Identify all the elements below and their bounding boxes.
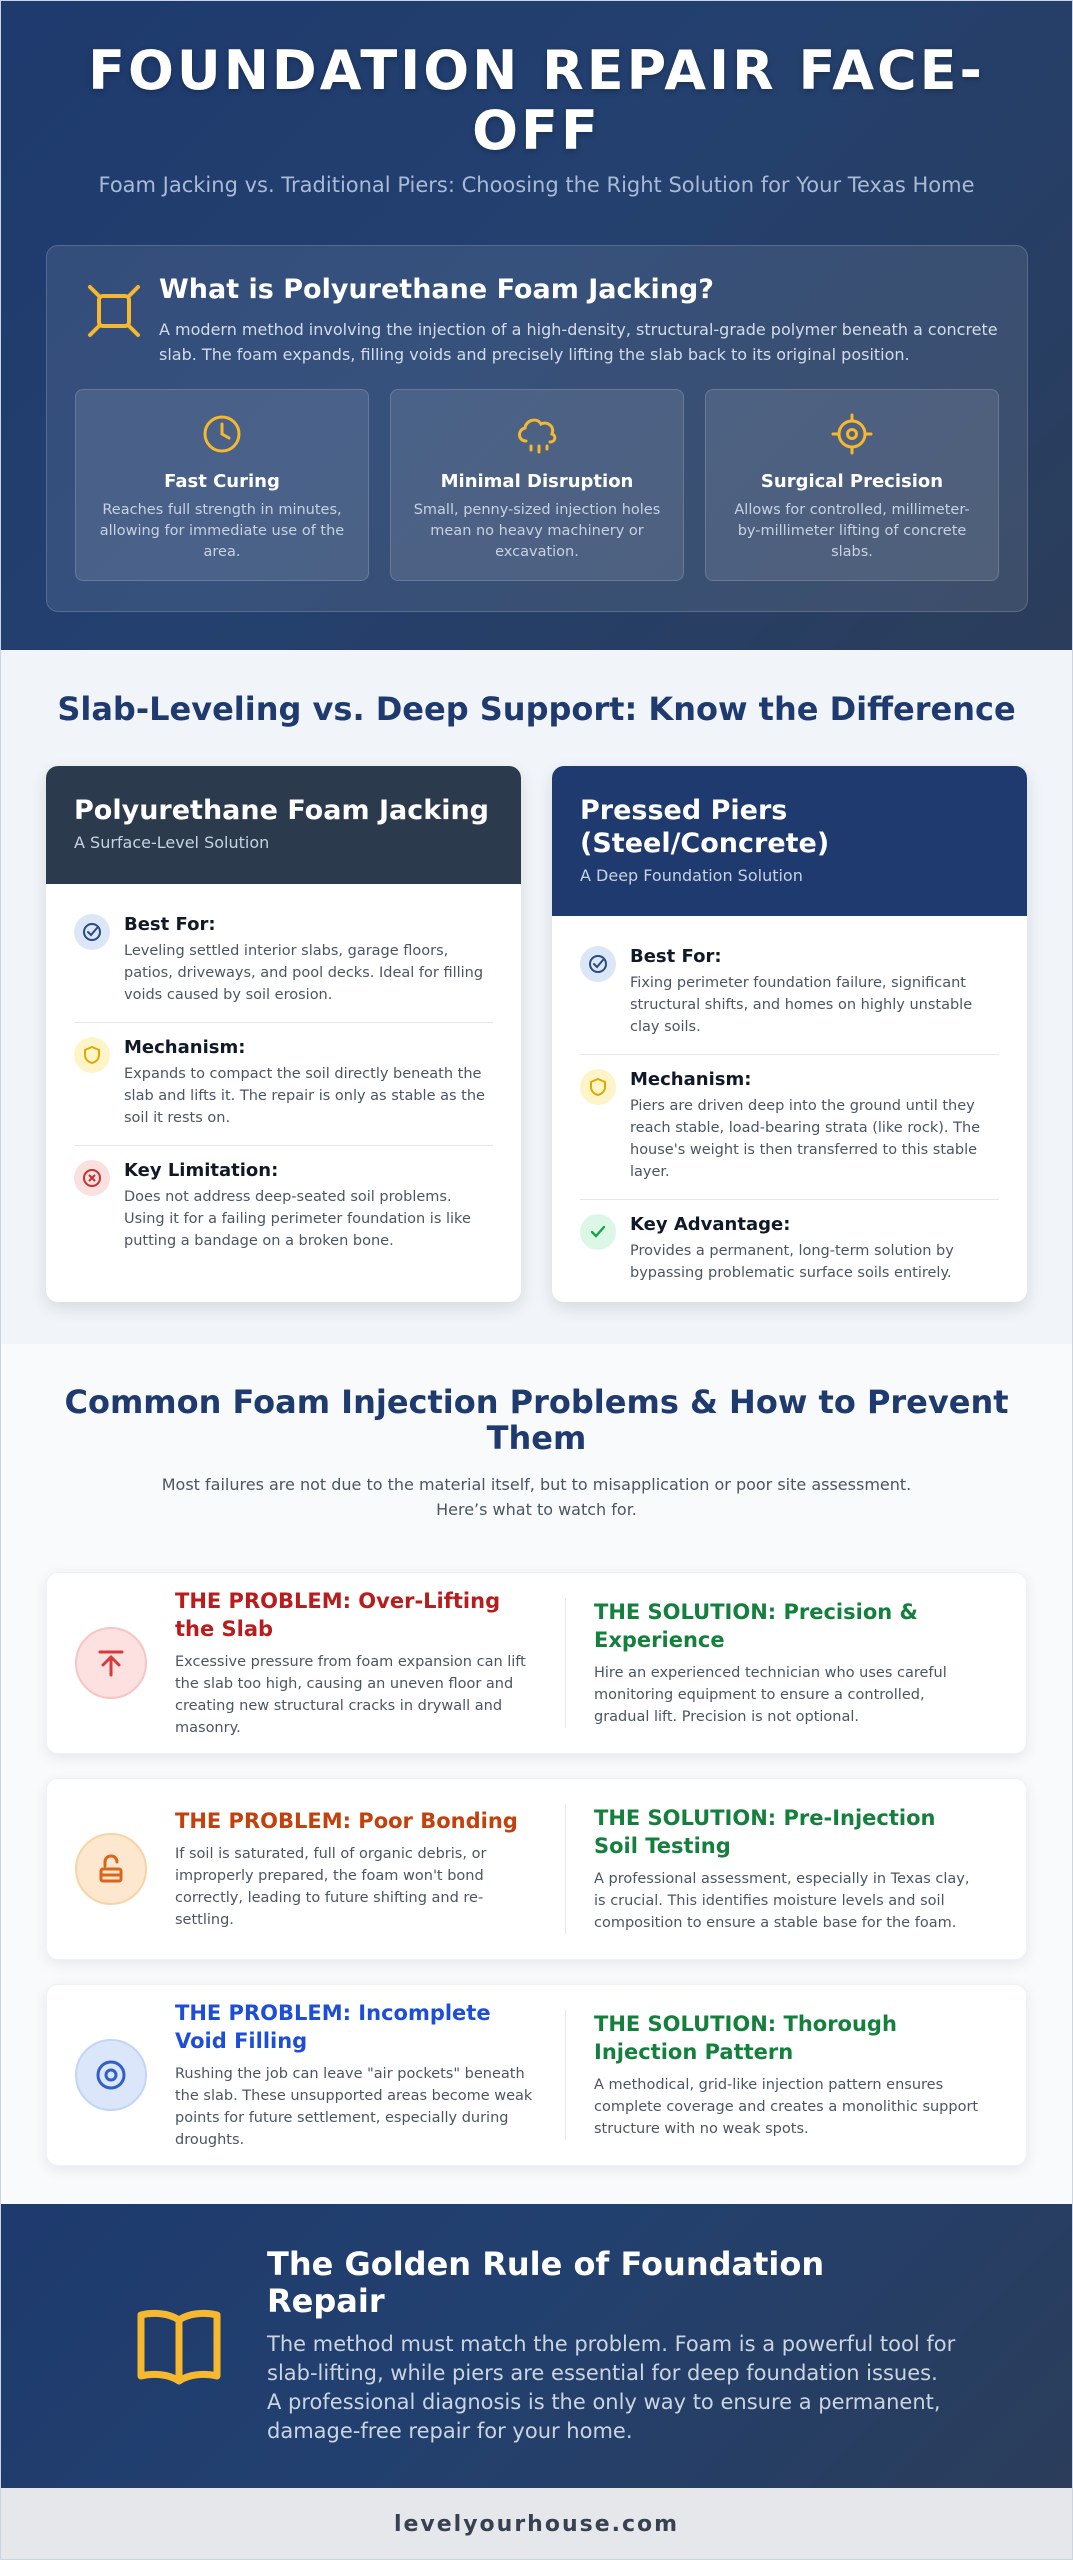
check-icon	[580, 1214, 616, 1250]
problem-text: Excessive pressure from foam expansion can lift the slab too high, causing an uneven floor and creating new structural cracks in drywall and masonry.	[175, 1654, 526, 1736]
pressed-piers-card	[552, 766, 1027, 1302]
open-book-icon	[131, 2298, 227, 2394]
check-circle-icon	[580, 946, 616, 982]
card-title: Pressed Piers (Steel/Concrete)	[580, 795, 830, 859]
page-title: FOUNDATION REPAIR FACE-OFF	[88, 39, 985, 162]
item-label: Key Advantage:	[630, 1214, 791, 1235]
shield-icon	[74, 1037, 110, 1073]
feature-list	[75, 389, 999, 581]
feature-text: Allows for controlled, millimeter-by-millimeter lifting of concrete slabs.	[734, 502, 970, 560]
feature-text: Reaches full strength in minutes, allowing for immediate use of the area.	[99, 502, 345, 560]
problem-card-poor-bonding	[46, 1778, 1027, 1960]
problems-intro: Most failures are not due to the material itself, but to misapplication or poor site assessment. Here’s what to watch for.	[161, 1475, 912, 1519]
card-item	[580, 1200, 999, 1300]
problem-title: THE PROBLEM: Over-Lifting the Slab	[175, 1589, 501, 1641]
feature-minimal-disruption	[390, 389, 684, 581]
feature-title: Surgical Precision	[760, 471, 944, 492]
solution-text: A methodical, grid-like injection pattern ensures complete coverage and creates a monolithic support structure with no weak spots.	[594, 2077, 979, 2137]
hero-section	[1, 1, 1072, 650]
what-is-foam-card	[46, 245, 1028, 612]
comparison-section	[1, 650, 1072, 1344]
problem-text: Rushing the job can leave "air pockets" beneath the slab. These unsupported areas become weak points for future settlement, especially during droughts.	[175, 2066, 533, 2148]
crosshair-icon	[728, 412, 976, 456]
page-subtitle: Foam Jacking vs. Traditional Piers: Choosing the Right Solution for Your Texas Home	[98, 173, 975, 197]
item-text: Provides a permanent, long-term solution by bypassing problematic surface soils entirely.	[630, 1243, 954, 1281]
golden-rule-title: The Golden Rule of Foundation Repair	[267, 2245, 825, 2320]
item-text: Does not address deep-seated soil problems. Using it for a failing perimeter foundation is like putting a bandage on a broken bone.	[124, 1189, 471, 1249]
item-label: Key Limitation:	[124, 1160, 279, 1181]
card-tag: A Deep Foundation Solution	[580, 866, 803, 885]
cloud-drip-icon	[413, 412, 661, 456]
check-circle-icon	[74, 914, 110, 950]
feature-title: Fast Curing	[164, 471, 280, 492]
problem-text: If soil is saturated, full of organic debris, or improperly prepared, the foam won't bond correctly, leading to future shifting and re-settling.	[175, 1846, 487, 1928]
item-text: Expands to compact the soil directly beneath the slab and lifts it. The repair is only as stable as the soil it rests on.	[124, 1066, 485, 1126]
solution-title: THE SOLUTION: Pre-Injection Soil Testing	[594, 1806, 936, 1858]
target-icon	[75, 2039, 147, 2111]
feature-fast-curing	[75, 389, 369, 581]
item-text: Fixing perimeter foundation failure, significant structural shifts, and homes on highly unstable clay soils.	[630, 975, 973, 1035]
what-description: A modern method involving the injection of a high-density, structural-grade polymer beneath a concrete slab. The foam expands, filling voids and precisely lifting the slab back to its original position.	[159, 320, 998, 364]
card-tag: A Surface-Level Solution	[74, 833, 270, 852]
solution-title: THE SOLUTION: Precision & Experience	[594, 1600, 918, 1652]
item-label: Mechanism:	[630, 1069, 752, 1090]
golden-rule-section	[1, 2204, 1072, 2488]
arrow-up-bar-icon	[75, 1627, 147, 1699]
problem-card-over-lifting	[46, 1572, 1027, 1754]
item-text: Piers are driven deep into the ground until they reach stable, load-bearing strata (like rock). The house's weight is then transferred to this stable layer.	[630, 1098, 981, 1180]
solution-text: Hire an experienced technician who uses careful monitoring equipment to ensure a controlled, gradual lift. Precision is not optional.	[594, 1665, 947, 1725]
solution-title: THE SOLUTION: Thorough Injection Pattern	[594, 2012, 897, 2064]
item-label: Best For:	[630, 946, 722, 967]
divider	[565, 1804, 566, 1934]
feature-title: Minimal Disruption	[440, 471, 634, 492]
feature-text: Small, penny-sized injection holes mean no heavy machinery or excavation.	[413, 502, 661, 560]
item-label: Best For:	[124, 914, 216, 935]
card-item	[74, 900, 493, 1023]
shield-icon	[580, 1069, 616, 1105]
foam-jack-icon	[69, 266, 159, 356]
card-title: Polyurethane Foam Jacking	[74, 795, 490, 826]
card-item	[74, 1146, 493, 1268]
solution-text: A professional assessment, especially in Texas clay, is crucial. This identifies moisture levels and soil composition to ensure a stable base for the foam.	[594, 1871, 970, 1931]
card-item	[74, 1023, 493, 1146]
divider	[565, 1598, 566, 1728]
comparison-title: Slab-Leveling vs. Deep Support: Know the Difference	[57, 690, 1016, 728]
foam-jacking-card	[46, 766, 521, 1302]
problems-title: Common Foam Injection Problems & How to Prevent Them	[64, 1383, 1009, 1457]
feature-surgical-precision	[705, 389, 999, 581]
clock-icon	[98, 412, 346, 456]
divider	[565, 2010, 566, 2140]
what-title: What is Polyurethane Foam Jacking?	[159, 274, 714, 305]
x-circle-icon	[74, 1160, 110, 1196]
problem-card-void-filling	[46, 1984, 1027, 2166]
item-text: Leveling settled interior slabs, garage floors, patios, driveways, and pool decks. Ideal for filling voids caused by soil erosion.	[124, 943, 484, 1003]
footer-site-name: levelyourhouse.com	[1, 2488, 1072, 2560]
problems-section	[1, 1344, 1072, 2204]
problem-title: THE PROBLEM: Poor Bonding	[175, 1809, 518, 1833]
card-item	[580, 1055, 999, 1200]
golden-rule-text: The method must match the problem. Foam is a powerful tool for slab-lifting, while piers are essential for deep foundation issues. A professional diagnosis is the only way to ensure a permanent, damage-free repair for your home.	[267, 2332, 956, 2443]
card-item	[580, 932, 999, 1055]
unlink-icon	[75, 1833, 147, 1905]
problem-title: THE PROBLEM: Incomplete Void Filling	[175, 2001, 491, 2053]
item-label: Mechanism:	[124, 1037, 246, 1058]
